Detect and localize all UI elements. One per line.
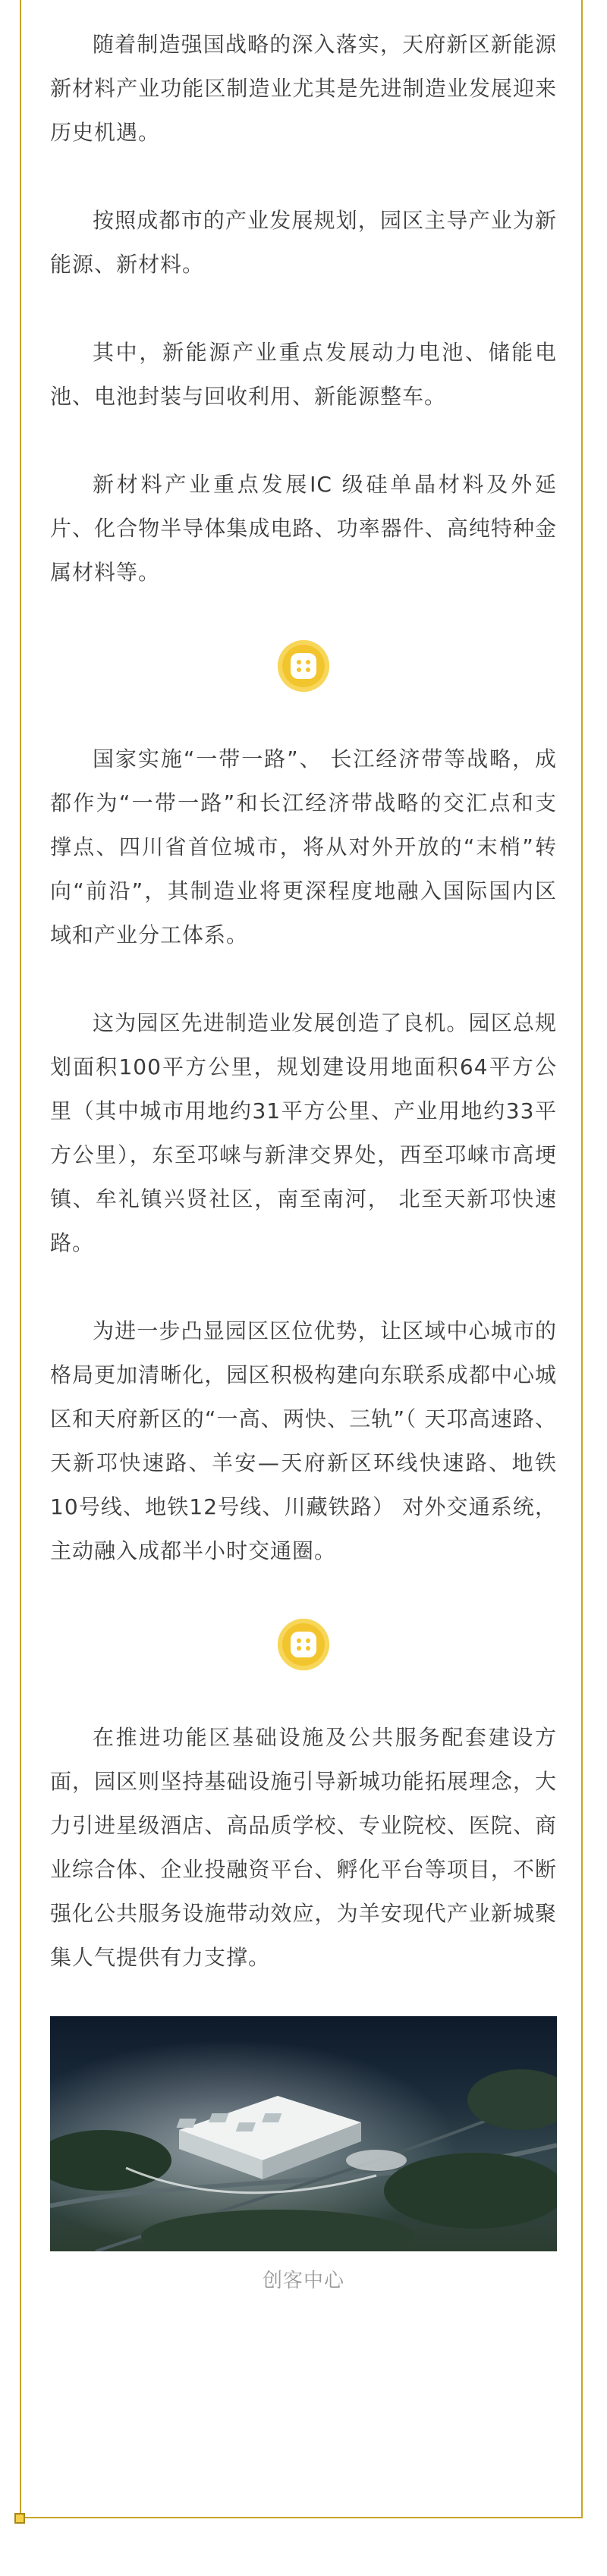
button-ornament-icon [278,1619,329,1670]
image-caption: 创客中心 [262,2270,344,2292]
paragraph: 其中，新能源产业重点发展动力电池、储能电池、电池封装与回收利用、新能源整车。 [50,340,557,409]
paragraph: 国家实施“一带一路”、 长江经济带等战略，成都作为“一带一路”和长江经济带战略的交汇点和支撑点、四川省首位城市，将从对外开放的“末梢”转向“前沿”，其制造业将更深程度地融入国际国内区域和产业分工体系。 [50,746,557,947]
article-content [50,23,557,2293]
paragraph: 为进一步凸显园区区位优势，让区域中心城市的格局更加清晰化，园区积极构建向东联系成都中心城区和天府新区的“一高、两快、三轨”（ 天邛高速路、天新邛快速路、羊安—天府新区环线快速路、地铁10号线、地铁12号线、川藏铁路） 对外交通系统，主动融入成都半小时交通圈。 [50,1318,557,1563]
button-ornament-icon [278,640,329,692]
frame-corner-decoration [14,2513,25,2524]
aerial-building-photo [50,2016,557,2251]
paragraph: 新材料产业重点发展IC 级硅单晶材料及外延片、化合物半导体集成电路、功率器件、高纯特种金属材料等。 [50,472,557,585]
paragraph: 这为园区先进制造业发展创造了良机。园区总规划面积100平方公里，规划建设用地面积64平方公里（其中城市用地约31平方公里、产业用地约33平方公里），东至邛崃与新津交界处，西至邛崃市高埂镇、牟礼镇兴贤社区，南至南河， 北至天新邛快速路。 [50,1010,557,1255]
paragraph: 随着制造强国战略的深入落实，天府新区新能源新材料产业功能区制造业尤其是先进制造业发展迎来历史机遇。 [50,32,557,145]
paragraph: 在推进功能区基础设施及公共服务配套建设方面，园区则坚持基础设施引导新城功能拓展理念，大力引进星级酒店、高品质学校、专业院校、医院、商业综合体、企业投融资平台、孵化平台等项目，不断强化公共服务设施带动效应，为羊安现代产业新城聚集人气提供有力支撑。 [50,1725,557,1970]
paragraph: 按照成都市的产业发展规划，园区主导产业为新能源、新材料。 [50,208,557,277]
